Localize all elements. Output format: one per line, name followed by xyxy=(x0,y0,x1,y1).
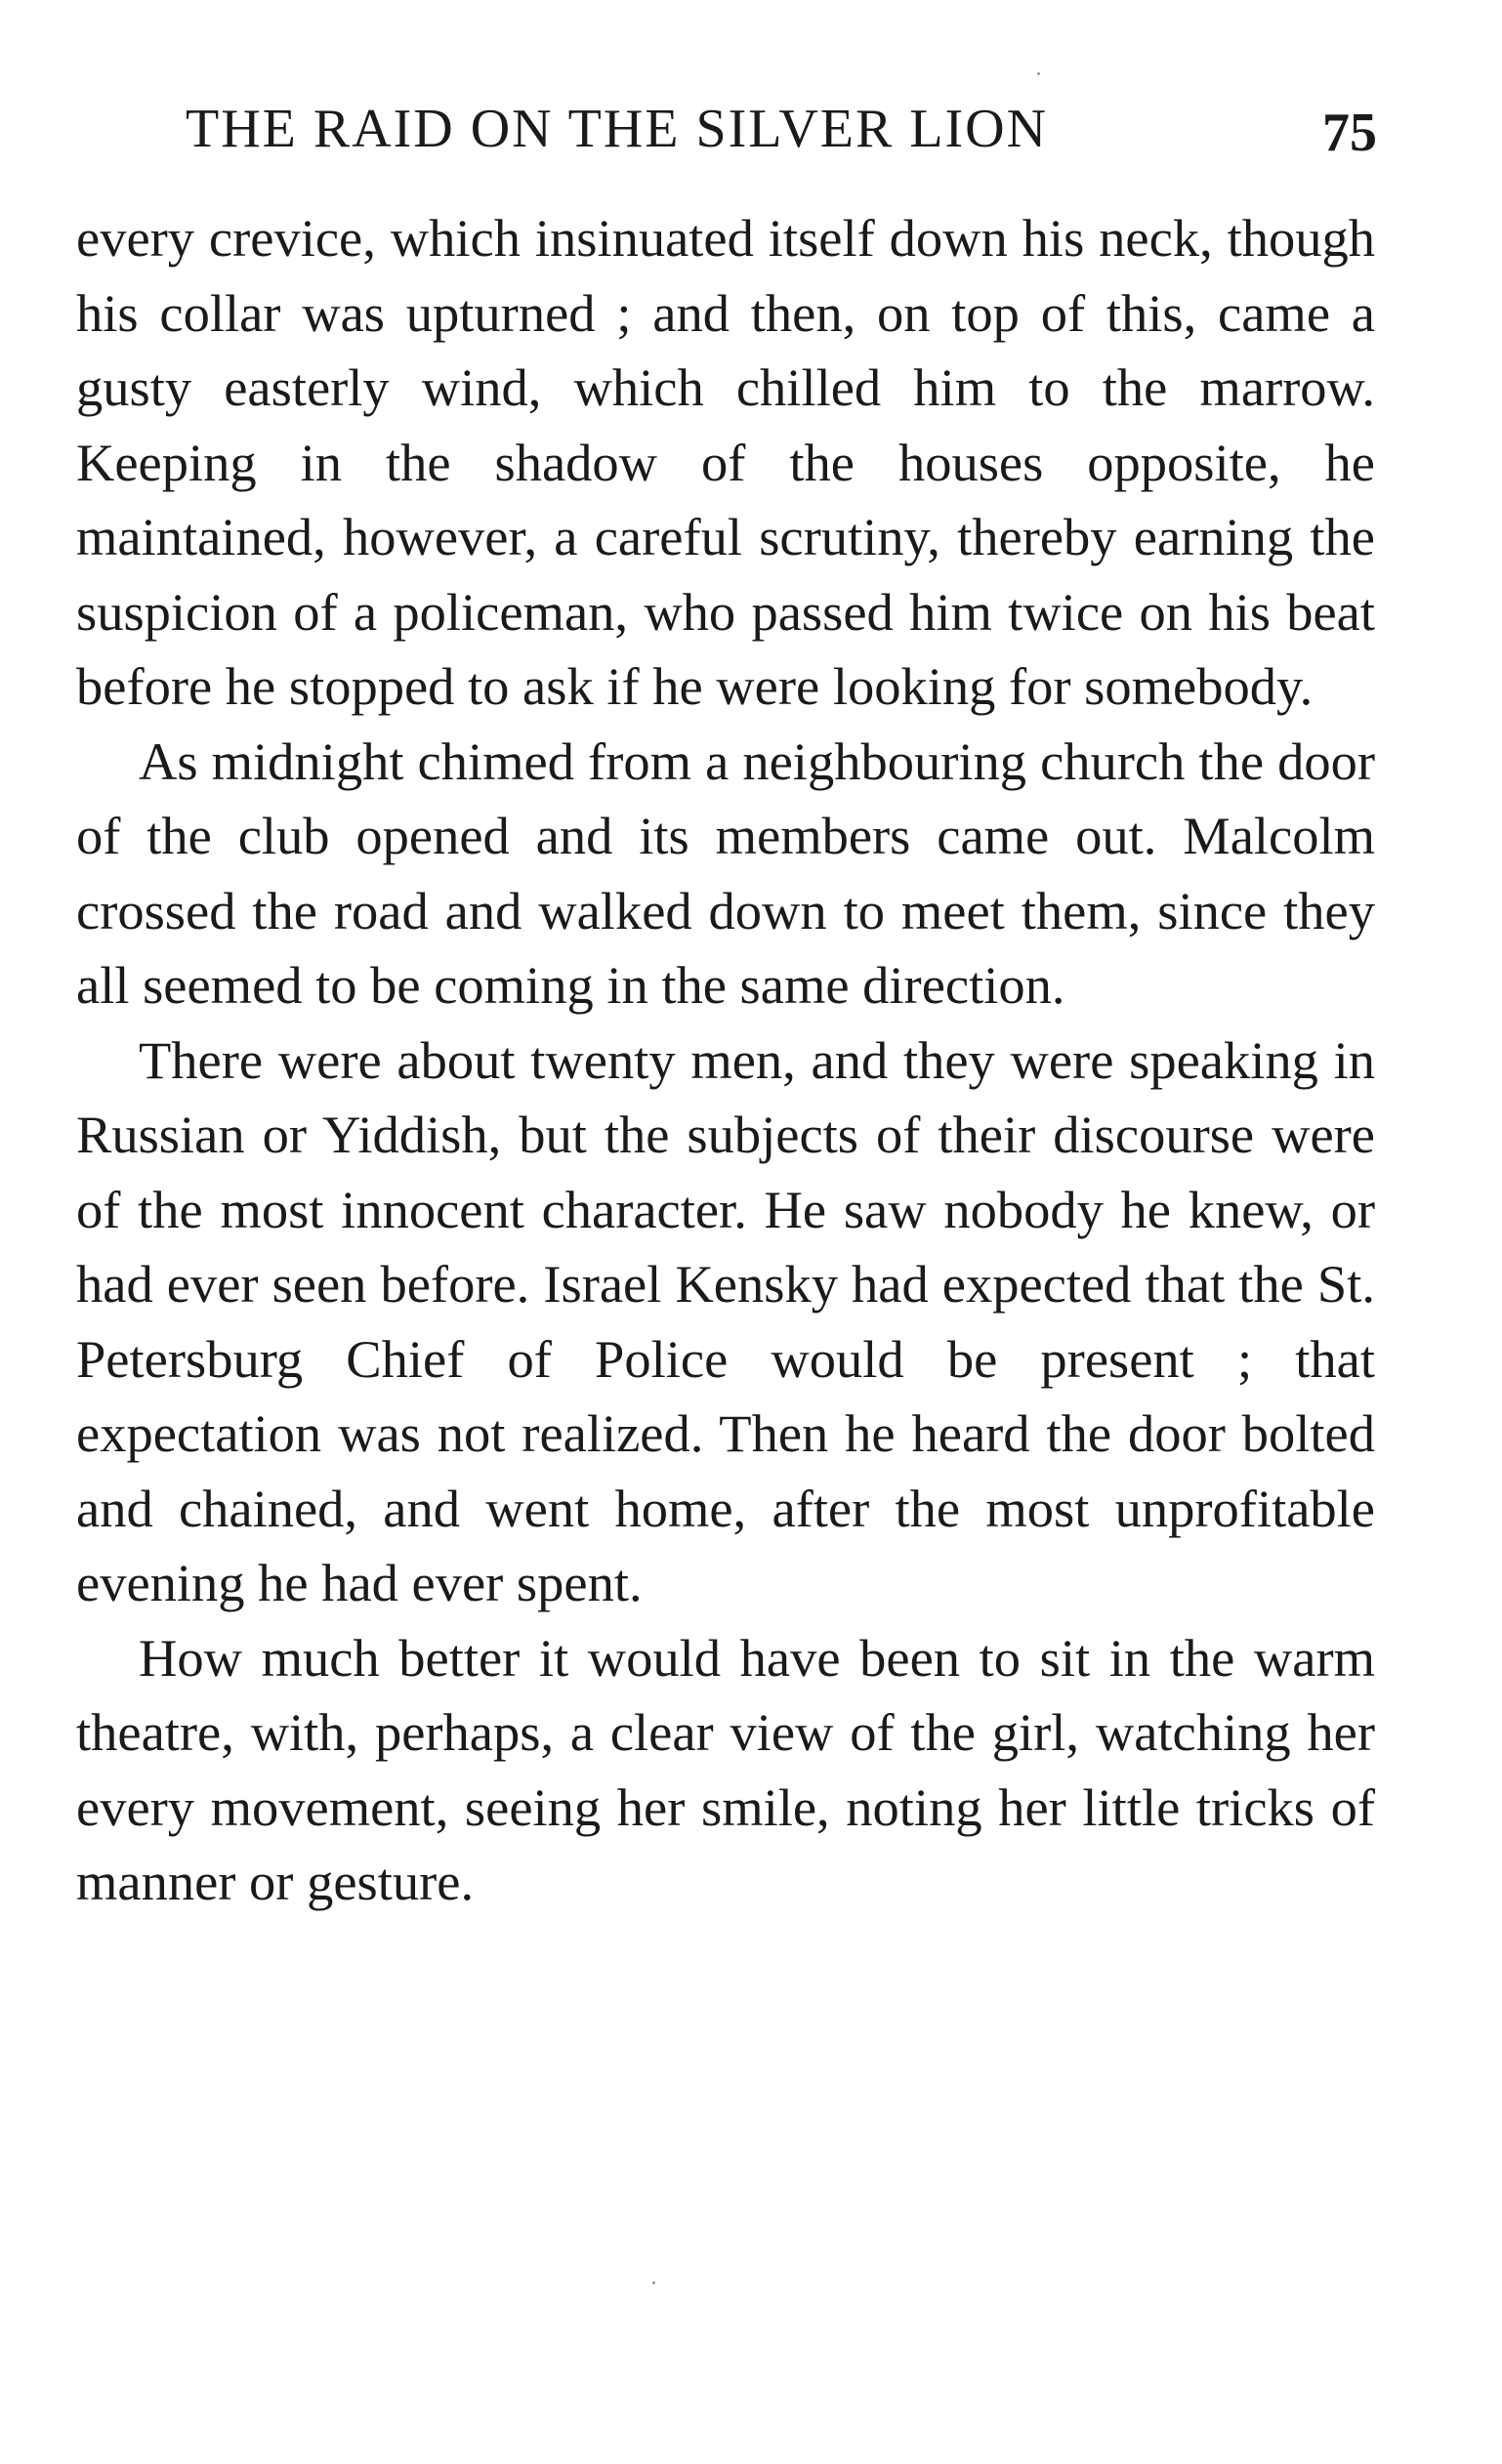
body-text xyxy=(76,201,1375,1920)
page-number: 75 xyxy=(1322,103,1377,163)
paper-speck xyxy=(652,2281,655,2284)
paragraph-2: As midnight chimed from a neighbouring church the door of the club opened and its members came out. Malcolm crossed the road and walked down to meet them, since they all seemed to be coming in the same direction. xyxy=(76,731,1375,1015)
paper-speck xyxy=(1037,72,1040,75)
paragraph-4: How much better it would have been to sit in the warm theatre, with, perhaps, a clear view of the girl, watching her every movement, seeing her smile, noting her little tricks of manner or gesture. xyxy=(76,1627,1375,1911)
running-head xyxy=(186,98,1377,176)
paragraph-3: There were about twenty men, and they were speaking in Russian or Yiddish, but the subjects of their discourse were of the most innocent character. He saw nobody he knew, or had ever seen before. Israel Kensky had expected that the St. Petersburg Chief of Police would be present ; that expectation was not realized. Then he heard the door bolted and chained, and went home, after the most unprofitable evening he had ever spent. xyxy=(76,1029,1375,1612)
paragraph-1: every crevice, which insinuated itself down his neck, though his collar was upturned ; and then, on top of this, came a gusty easterly wind, which chilled him to the marrow. Keeping in the shadow of the houses opposite, he maintained, however, a careful scrutiny, thereby earning the suspicion of a policeman, who passed him twice on his beat before he stopped to ask if he were looking for somebody. xyxy=(76,208,1375,716)
running-title: THE RAID ON THE SILVER LION xyxy=(186,99,1049,159)
